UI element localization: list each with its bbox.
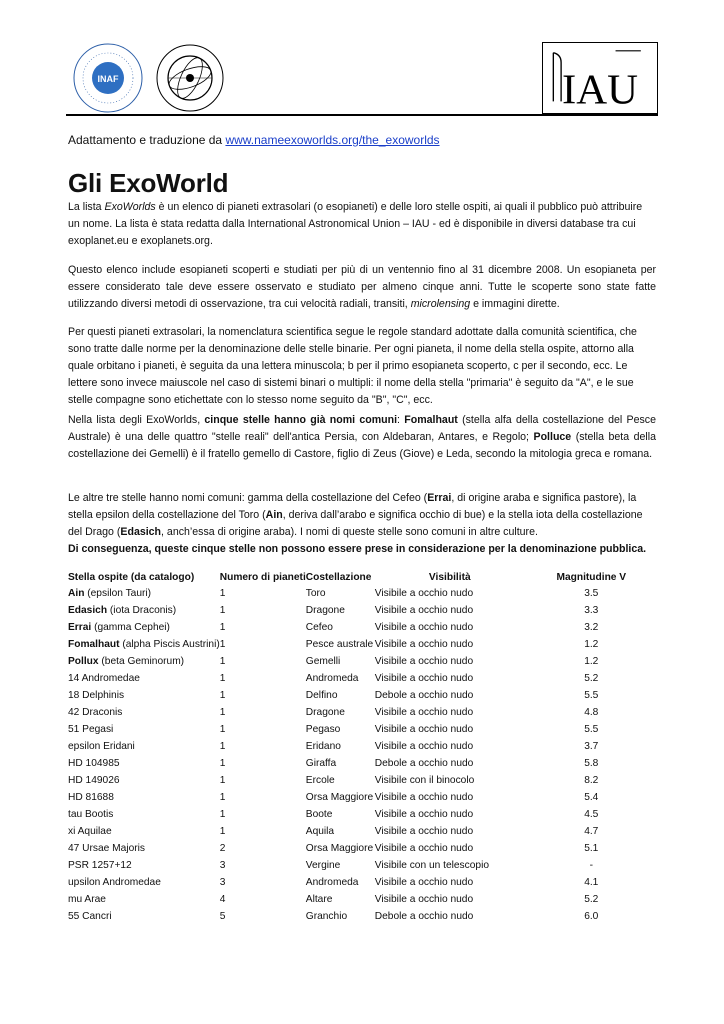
visibility-cell: Visibile a occhio nudo: [374, 792, 474, 803]
visibility-cell: Visibile a occhio nudo: [374, 605, 474, 616]
planets-cell: 1: [219, 707, 226, 718]
table-row: [68, 738, 658, 755]
star-cell: xi Aquilae: [68, 826, 112, 837]
source-link[interactable]: www.nameexoworlds.org/the_exoworlds: [225, 133, 440, 147]
star-cell: 47 Ursae Majoris: [68, 843, 145, 854]
constellation-cell: Gemelli: [305, 656, 341, 667]
inaf-logo-icon: [66, 40, 150, 116]
constellation-cell: Vergine: [305, 860, 341, 871]
planets-cell: 1: [219, 605, 226, 616]
paragraph-nomenclature: Per questi pianeti extrasolari, la nomenclatura scientifica segue le regole standard adottate dalla comunità scientifica, che sono tratte dalle norme per la denominazione delle stelle binarie. Per ogni pianeta, il nome della stella ospite, attorno alla quale orbitano i pianeti, è seguita da una lettera minuscola; b per il primo esopianeta scoperto, c per il secondo, ecc. Le lettere sono invece maiuscole nel caso di sistemi binari o multipli: il nome della stella "primaria" è seguito da "A", e le sue stelle compagne sono etichettate con lo stesso nome seguito da "B", "C", ecc.: [68, 326, 637, 406]
magnitude-cell: -: [589, 860, 593, 871]
table-row: [68, 789, 658, 806]
constellation-cell: Altare: [305, 894, 333, 905]
visibility-cell: Visibile a occhio nudo: [374, 724, 474, 735]
table-row: [68, 585, 658, 602]
star-cell: HD 81688: [68, 792, 114, 803]
column-header-star: Stella ospite (da catalogo): [68, 571, 195, 583]
planets-cell: 2: [219, 843, 226, 854]
constellation-cell: Aquila: [305, 826, 335, 837]
visibility-cell: Debole a occhio nudo: [374, 758, 474, 769]
visibility-cell: Visibile a occhio nudo: [374, 809, 474, 820]
visibility-cell: Visibile a occhio nudo: [374, 877, 474, 888]
magnitude-cell: 3.7: [584, 741, 599, 752]
svg-text:INAF: INAF: [97, 74, 119, 84]
magnitude-cell: 8.2: [584, 775, 599, 786]
visibility-cell: Debole a occhio nudo: [374, 911, 474, 922]
table-row: [68, 602, 658, 619]
column-header-magnitude: Magnitudine V: [556, 571, 627, 583]
magnitude-cell: 5.2: [584, 673, 599, 684]
magnitude-cell: 1.2: [584, 656, 599, 667]
constellation-cell: Eridano: [305, 741, 341, 752]
column-header-constellation: Costellazione: [305, 571, 372, 583]
planets-cell: 1: [219, 758, 226, 769]
table-row: [68, 772, 658, 789]
magnitude-cell: 5.2: [584, 894, 599, 905]
visibility-cell: Visibile a occhio nudo: [374, 639, 474, 650]
constellation-cell: Dragone: [305, 605, 345, 616]
table-row: [68, 670, 658, 687]
column-header-visibility: Visibilità: [428, 571, 471, 583]
table-row: [68, 636, 658, 653]
header-divider: [66, 114, 658, 116]
visibility-cell: Visibile a occhio nudo: [374, 826, 474, 837]
magnitude-cell: 5.1: [584, 843, 599, 854]
planets-cell: 1: [219, 724, 226, 735]
star-cell: upsilon Andromedae: [68, 877, 161, 888]
magnitude-cell: 3.2: [584, 622, 599, 633]
star-cell: HD 104985: [68, 758, 120, 769]
table-body: [68, 585, 658, 925]
star-cell: 51 Pegasi: [68, 724, 114, 735]
column-header-planets: Numero di pianeti: [219, 571, 306, 583]
planets-cell: 3: [219, 860, 226, 871]
visibility-cell: Visibile a occhio nudo: [374, 656, 474, 667]
visibility-cell: Visibile a occhio nudo: [374, 707, 474, 718]
magnitude-cell: 6.0: [584, 911, 599, 922]
planets-cell: 1: [219, 639, 226, 650]
magnitude-cell: 5.8: [584, 758, 599, 769]
magnitude-cell: 3.3: [584, 605, 599, 616]
star-cell: Errai (gamma Cephei): [68, 622, 170, 633]
magnitude-cell: 5.5: [584, 690, 599, 701]
planets-cell: 1: [219, 588, 226, 599]
table-row: [68, 857, 658, 874]
star-cell: HD 149026: [68, 775, 120, 786]
paragraph-common-names: Nella lista degli ExoWorlds, cinque stelle hanno già nomi comuni: Fomalhaut (stella alfa della costellazione del Pesce Australe) è una delle quattro "stelle reali" dell'antica Persia, con Aldebaran, Antares, e Regolo; Polluce (stella beta della costellazione dei Gemelli) è il fratello gemello di Castore, figlio di Zeus (Giove) e Leda, secondo la mitologia greca e romana.: [68, 414, 656, 460]
constellation-cell: Dragone: [305, 707, 345, 718]
table-row: [68, 874, 658, 891]
sait-logo-icon: [154, 42, 226, 114]
planets-cell: 1: [219, 673, 226, 684]
constellation-cell: Andromeda: [305, 877, 359, 888]
constellation-cell: Giraffa: [305, 758, 337, 769]
paragraph-other-stars: Le altre tre stelle hanno nomi comuni: gamma della costellazione del Cefeo (Errai, di origine araba e significa pastore), la stella epsilon della costellazione del Toro (Ain, deriva dall’arabo e significa occhio di bue) e la stella iota della costellazione del Drago (Edasich, anch’essa di origine araba). I nomi di queste stelle sono comuni in altre culture. Di conseguenza, queste cinque stelle non possono essere prese in considerazione per la denominazione pubblica.: [68, 492, 647, 555]
planets-cell: 1: [219, 690, 226, 701]
magnitude-cell: 4.8: [584, 707, 599, 718]
constellation-cell: Orsa Maggiore: [305, 843, 374, 854]
star-cell: Pollux (beta Geminorum): [68, 656, 185, 667]
planets-cell: 1: [219, 656, 226, 667]
visibility-cell: Visibile a occhio nudo: [374, 588, 474, 599]
constellation-cell: Delfino: [305, 690, 338, 701]
planets-cell: 1: [219, 826, 226, 837]
magnitude-cell: 1.2: [584, 639, 599, 650]
paragraph-discovery: Questo elenco include esopianeti scoperti e studiati per più di un ventennio fino al 31 dicembre 2008. Un esopianeta per essere considerato tale deve essere osservato e studiato per almeno cinque anni. Tutte le scoperte sono state fatte utilizzando diversi metodi di osservazione, tra cui velocità radiali, transiti, microlensing e immagini dirette.: [68, 264, 656, 310]
table-row: [68, 653, 658, 670]
visibility-cell: Visibile con il binocolo: [374, 775, 475, 786]
constellation-cell: Ercole: [305, 775, 335, 786]
constellation-cell: Cefeo: [305, 622, 333, 633]
star-cell: PSR 1257+12: [68, 860, 132, 871]
constellation-cell: Orsa Maggiore: [305, 792, 374, 803]
constellation-cell: Boote: [305, 809, 333, 820]
table-row: [68, 687, 658, 704]
table-row: [68, 891, 658, 908]
table-header-row: [68, 569, 658, 585]
table-row: [68, 619, 658, 636]
table-row: [68, 908, 658, 925]
star-cell: tau Bootis: [68, 809, 114, 820]
planets-cell: 3: [219, 877, 226, 888]
magnitude-cell: 4.5: [584, 809, 599, 820]
star-cell: Edasich (iota Draconis): [68, 605, 177, 616]
paragraph-intro: La lista ExoWorlds è un elenco di pianeti extrasolari (o esopianeti) e delle loro stelle ospiti, ai quali il pubblico può attribuire un nome. La lista è stata redatta dalla International Astronomical Union – IAU - ed è disponibile in diversi database tra cui exoplanet.eu e exoplanets.org.: [68, 201, 643, 247]
stars-table: [68, 569, 658, 925]
visibility-cell: Visibile a occhio nudo: [374, 741, 474, 752]
star-cell: mu Arae: [68, 894, 106, 905]
planets-cell: 4: [219, 894, 226, 905]
visibility-cell: Visibile a occhio nudo: [374, 843, 474, 854]
constellation-cell: Andromeda: [305, 673, 359, 684]
header: [66, 38, 658, 116]
magnitude-cell: 5.4: [584, 792, 599, 803]
star-cell: Fomalhaut (alpha Piscis Austrini): [68, 639, 220, 650]
planets-cell: 1: [219, 809, 226, 820]
table-row: [68, 721, 658, 738]
visibility-cell: Visibile con un telescopio: [374, 860, 489, 871]
visibility-cell: Debole a occhio nudo: [374, 690, 474, 701]
attribution-text: Adattamento e traduzione da: [68, 133, 226, 147]
constellation-cell: Pesce australe: [305, 639, 374, 650]
star-cell: 14 Andromedae: [68, 673, 140, 684]
star-cell: 18 Delphinis: [68, 690, 125, 701]
visibility-cell: Visibile a occhio nudo: [374, 894, 474, 905]
star-cell: 55 Cancri: [68, 911, 112, 922]
visibility-cell: Visibile a occhio nudo: [374, 673, 474, 684]
table-row: [68, 704, 658, 721]
star-cell: epsilon Eridani: [68, 741, 135, 752]
iau-logo-icon: [542, 42, 658, 114]
magnitude-cell: 4.7: [584, 826, 599, 837]
planets-cell: 1: [219, 792, 226, 803]
table-row: [68, 806, 658, 823]
planets-cell: 1: [219, 775, 226, 786]
table-row: [68, 755, 658, 772]
magnitude-cell: 5.5: [584, 724, 599, 735]
attribution: [68, 133, 440, 147]
star-cell: Ain (epsilon Tauri): [68, 588, 152, 599]
magnitude-cell: 4.1: [584, 877, 599, 888]
visibility-cell: Visibile a occhio nudo: [374, 622, 474, 633]
svg-text:IAU: IAU: [561, 66, 639, 114]
table-row: [68, 840, 658, 857]
star-cell: 42 Draconis: [68, 707, 123, 718]
constellation-cell: Toro: [305, 588, 326, 599]
constellation-cell: Pegaso: [305, 724, 341, 735]
table-row: [68, 823, 658, 840]
magnitude-cell: 3.5: [584, 588, 599, 599]
planets-cell: 1: [219, 741, 226, 752]
constellation-cell: Granchio: [305, 911, 348, 922]
page-title: Gli ExoWorld: [68, 168, 229, 198]
planets-cell: 1: [219, 622, 226, 633]
planets-cell: 5: [219, 911, 226, 922]
